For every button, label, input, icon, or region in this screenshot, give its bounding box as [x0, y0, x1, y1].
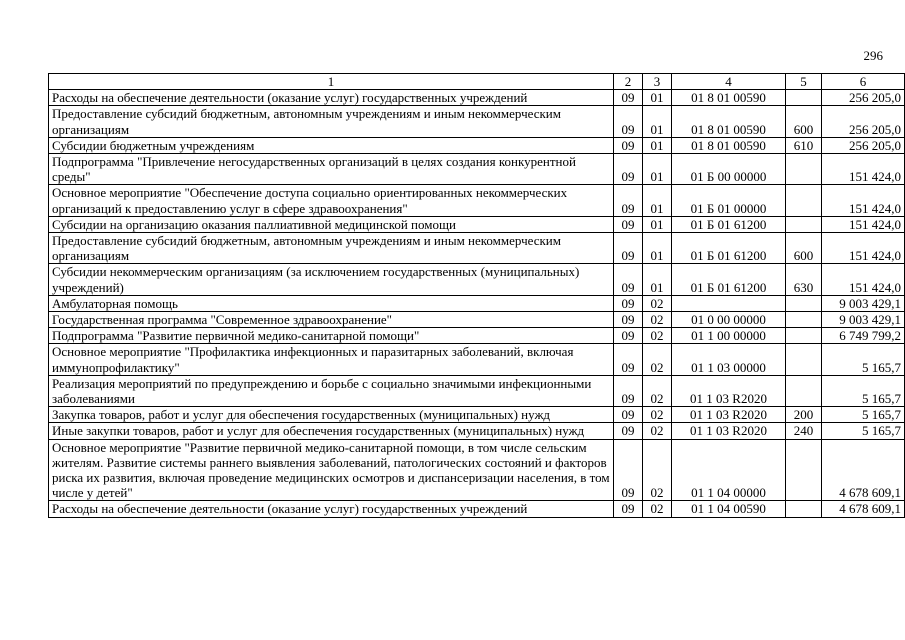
cell-expense-type: 200: [786, 407, 822, 423]
cell-target-code: 01 Б 01 61200: [672, 233, 786, 264]
cell-target-code: 01 1 00 00000: [672, 328, 786, 344]
header-col-2: 2: [614, 74, 643, 90]
cell-name: Расходы на обеспечение деятельности (оказание услуг) государственных учреждений: [49, 90, 614, 106]
table-row: [49, 439, 905, 501]
cell-section: 09: [614, 423, 643, 439]
cell-expense-type: [786, 344, 822, 375]
cell-section: 09: [614, 154, 643, 185]
table-row: [49, 423, 905, 439]
cell-name: Подпрограмма "Развитие первичной медико-санитарной помощи": [49, 328, 614, 344]
cell-expense-type: 240: [786, 423, 822, 439]
cell-expense-type: [786, 439, 822, 501]
cell-name: Иные закупки товаров, работ и услуг для обеспечения государственных (муниципальных) нужд: [49, 423, 614, 439]
cell-amount: 256 205,0: [822, 106, 905, 137]
cell-amount: 256 205,0: [822, 90, 905, 106]
cell-name: Реализация мероприятий по предупреждению и борьбе с социально значимыми инфекционными заболеваниями: [49, 375, 614, 406]
cell-subsection: 01: [643, 185, 672, 216]
cell-name: Основное мероприятие "Обеспечение доступа социально ориентированных некоммерческих организаций к предоставлению услуг в сфере здравоохранения": [49, 185, 614, 216]
cell-name: Предоставление субсидий бюджетным, автономным учреждениям и иным некоммерческим организациям: [49, 106, 614, 137]
cell-amount: 151 424,0: [822, 233, 905, 264]
cell-expense-type: 630: [786, 264, 822, 295]
budget-table: [48, 73, 905, 518]
cell-subsection: 02: [643, 328, 672, 344]
cell-name: Закупка товаров, работ и услуг для обеспечения государственных (муниципальных) нужд: [49, 407, 614, 423]
cell-expense-type: [786, 312, 822, 328]
cell-subsection: 01: [643, 154, 672, 185]
cell-section: 09: [614, 185, 643, 216]
cell-section: 09: [614, 312, 643, 328]
cell-subsection: 02: [643, 439, 672, 501]
cell-subsection: 02: [643, 501, 672, 517]
table-row: [49, 154, 905, 185]
table-row: [49, 90, 905, 106]
table-body: [49, 90, 905, 517]
cell-section: 09: [614, 90, 643, 106]
cell-amount: 5 165,7: [822, 407, 905, 423]
page-number: 296: [863, 48, 883, 63]
cell-expense-type: 600: [786, 233, 822, 264]
table-row: [49, 185, 905, 216]
cell-expense-type: [786, 501, 822, 517]
cell-section: 09: [614, 233, 643, 264]
cell-target-code: 01 Б 00 00000: [672, 154, 786, 185]
cell-section: 09: [614, 137, 643, 153]
header-col-3: 3: [643, 74, 672, 90]
cell-subsection: 02: [643, 423, 672, 439]
table-row: [49, 407, 905, 423]
cell-expense-type: 600: [786, 106, 822, 137]
cell-amount: 256 205,0: [822, 137, 905, 153]
cell-target-code: 01 1 03 R2020: [672, 407, 786, 423]
cell-expense-type: [786, 185, 822, 216]
table-row: [49, 501, 905, 517]
cell-target-code: 01 Б 01 61200: [672, 264, 786, 295]
table-row: [49, 295, 905, 311]
cell-target-code: [672, 295, 786, 311]
cell-subsection: 01: [643, 216, 672, 232]
header-col-1: 1: [49, 74, 614, 90]
cell-section: 09: [614, 501, 643, 517]
table-row: [49, 312, 905, 328]
cell-target-code: 01 1 03 00000: [672, 344, 786, 375]
cell-target-code: 01 8 01 00590: [672, 137, 786, 153]
cell-name: Основное мероприятие "Развитие первичной медико-санитарной помощи, в том числе сельским жителям. Развитие системы раннего выявления заболеваний, патологических состояний и факторов риска их развития, включая проведение медицинских осмотров и диспансеризации населения, в том числе у детей": [49, 439, 614, 501]
cell-amount: 151 424,0: [822, 216, 905, 232]
table-row: [49, 264, 905, 295]
cell-expense-type: 610: [786, 137, 822, 153]
cell-name: Подпрограмма "Привлечение негосударственных организаций в целях создания конкурентной среды": [49, 154, 614, 185]
cell-subsection: 02: [643, 407, 672, 423]
cell-name: Основное мероприятие "Профилактика инфекционных и паразитарных заболеваний, включая иммунопрофилактику": [49, 344, 614, 375]
table-row: [49, 216, 905, 232]
cell-subsection: 01: [643, 90, 672, 106]
cell-subsection: 02: [643, 344, 672, 375]
cell-name: Субсидии некоммерческим организациям (за исключением государственных (муниципальных) учреждений): [49, 264, 614, 295]
cell-subsection: 01: [643, 264, 672, 295]
cell-target-code: 01 Б 01 00000: [672, 185, 786, 216]
table-row: [49, 328, 905, 344]
table-row: [49, 106, 905, 137]
cell-amount: 5 165,7: [822, 375, 905, 406]
cell-expense-type: [786, 295, 822, 311]
cell-name: Расходы на обеспечение деятельности (оказание услуг) государственных учреждений: [49, 501, 614, 517]
cell-subsection: 02: [643, 312, 672, 328]
cell-amount: 151 424,0: [822, 154, 905, 185]
cell-name: Субсидии бюджетным учреждениям: [49, 137, 614, 153]
header-col-6: 6: [822, 74, 905, 90]
cell-name: Предоставление субсидий бюджетным, автономным учреждениям и иным некоммерческим организациям: [49, 233, 614, 264]
cell-amount: 5 165,7: [822, 344, 905, 375]
header-col-5: 5: [786, 74, 822, 90]
cell-amount: 5 165,7: [822, 423, 905, 439]
cell-target-code: 01 Б 01 61200: [672, 216, 786, 232]
table-row: [49, 344, 905, 375]
cell-section: 09: [614, 264, 643, 295]
cell-target-code: 01 1 04 00590: [672, 501, 786, 517]
cell-expense-type: [786, 328, 822, 344]
cell-name: Амбулаторная помощь: [49, 295, 614, 311]
cell-name: Государственная программа "Современное здравоохранение": [49, 312, 614, 328]
cell-expense-type: [786, 375, 822, 406]
table-header-row: [49, 74, 905, 90]
header-col-4: 4: [672, 74, 786, 90]
cell-target-code: 01 1 04 00000: [672, 439, 786, 501]
cell-amount: 151 424,0: [822, 185, 905, 216]
cell-amount: 6 749 799,2: [822, 328, 905, 344]
cell-subsection: 01: [643, 137, 672, 153]
cell-expense-type: [786, 90, 822, 106]
cell-target-code: 01 0 00 00000: [672, 312, 786, 328]
cell-target-code: 01 8 01 00590: [672, 90, 786, 106]
cell-section: 09: [614, 407, 643, 423]
cell-expense-type: [786, 216, 822, 232]
table-row: [49, 233, 905, 264]
cell-subsection: 02: [643, 375, 672, 406]
cell-section: 09: [614, 344, 643, 375]
cell-amount: 4 678 609,1: [822, 439, 905, 501]
cell-target-code: 01 8 01 00590: [672, 106, 786, 137]
cell-amount: 151 424,0: [822, 264, 905, 295]
cell-section: 09: [614, 106, 643, 137]
cell-target-code: 01 1 03 R2020: [672, 423, 786, 439]
cell-subsection: 01: [643, 233, 672, 264]
table-row: [49, 375, 905, 406]
cell-amount: 4 678 609,1: [822, 501, 905, 517]
cell-subsection: 02: [643, 295, 672, 311]
cell-section: 09: [614, 328, 643, 344]
table-row: [49, 137, 905, 153]
cell-expense-type: [786, 154, 822, 185]
cell-amount: 9 003 429,1: [822, 295, 905, 311]
cell-amount: 9 003 429,1: [822, 312, 905, 328]
cell-subsection: 01: [643, 106, 672, 137]
cell-target-code: 01 1 03 R2020: [672, 375, 786, 406]
cell-section: 09: [614, 439, 643, 501]
cell-section: 09: [614, 295, 643, 311]
cell-section: 09: [614, 216, 643, 232]
cell-section: 09: [614, 375, 643, 406]
cell-name: Субсидии на организацию оказания паллиативной медицинской помощи: [49, 216, 614, 232]
